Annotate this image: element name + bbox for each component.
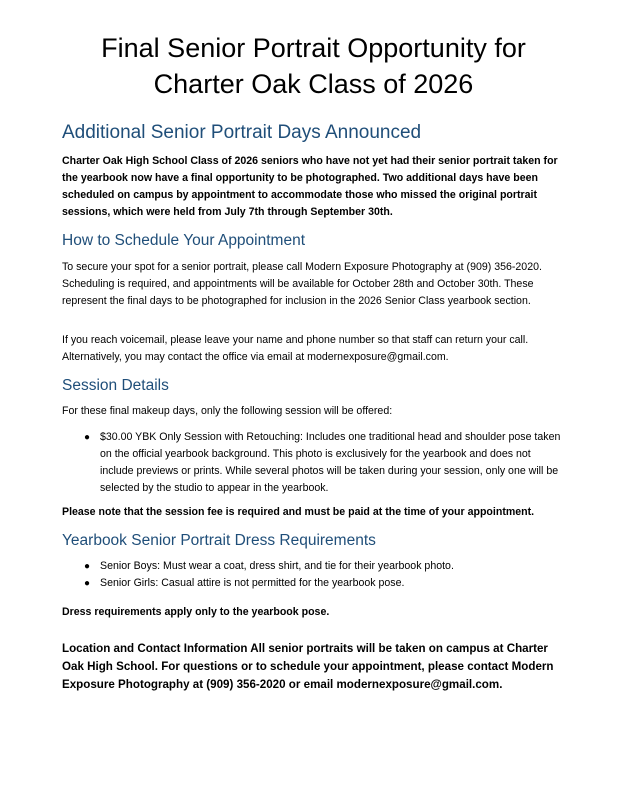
location-contact-paragraph: Location and Contact Information All senior portraits will be taken on campus at Charter Oak High School. For questions or to schedule your appointment, please contact Modern Exposure Photography at (909) 356-2020 or email modernexposure@gmail.com.	[62, 642, 554, 691]
bullet-icon: ●	[84, 561, 91, 572]
session-fee-note: Please note that the session fee is required and must be paid at the time of your appointment.	[62, 506, 535, 518]
announce-heading: Additional Senior Portrait Days Announced	[62, 122, 422, 143]
dress-heading: Yearbook Senior Portrait Dress Requirements	[62, 532, 376, 549]
bullet-icon: ●	[84, 432, 91, 443]
document-title	[40, 30, 587, 102]
session-bullet-text: $30.00 YBK Only Session with Retouching: Includes one traditional head and shoulder pose taken on the official yearbook background. This photo is exclusively for the yearbook and does not include previews or prints. While several photos will be taken during your session, only one will be selected by the studio to appear in the yearbook.	[100, 431, 561, 494]
title-line-1: Final Senior Portrait Opportunity for	[101, 33, 526, 63]
announce-paragraph: Charter Oak High School Class of 2026 seniors who have not yet had their senior portrait taken for the yearbook now have a final opportunity to be photographed. Two additional days have been scheduled on campus by appointment to accommodate those who missed the original portrait sessions, which were held from July 7th through September 30th.	[62, 155, 558, 218]
title-line-2: Charter Oak Class of 2026	[153, 69, 474, 99]
bullet-icon: ●	[84, 578, 91, 589]
dress-note: Dress requirements apply only to the yearbook pose.	[62, 606, 330, 618]
schedule-paragraph-1: To secure your spot for a senior portrait, please call Modern Exposure Photography at (909) 356-2020. Scheduling is required, and appointments will be available for October 28th and October 30th. These represent the final days to be photographed for inclusion in the 2026 Senior Class yearbook section.	[62, 261, 542, 307]
session-heading: Session Details	[62, 377, 169, 394]
dress-bullet-girls: Senior Girls: Casual attire is not permitted for the yearbook pose.	[100, 577, 405, 589]
session-bullet-list	[62, 429, 567, 497]
schedule-paragraph-2: If you reach voicemail, please leave your name and phone number so that staff can return your call. Alternatively, you may contact the office via email at modernexposure@gmail.com.	[62, 334, 529, 363]
list-item	[62, 429, 567, 497]
dress-bullet-list	[62, 558, 567, 592]
dress-bullet-boys: Senior Boys: Must wear a coat, dress shirt, and tie for their yearbook photo.	[100, 560, 454, 572]
list-item	[62, 558, 567, 575]
schedule-heading: How to Schedule Your Appointment	[62, 232, 306, 249]
session-intro: For these final makeup days, only the following session will be offered:	[62, 405, 393, 417]
list-item	[62, 575, 567, 592]
